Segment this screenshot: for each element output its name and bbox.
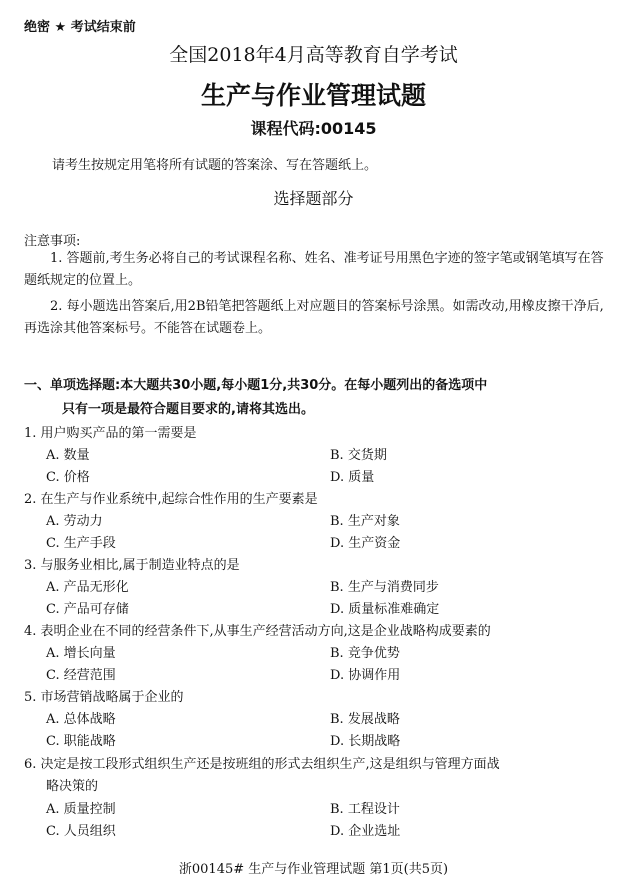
question-5-option-b: B. 发展战略 xyxy=(330,712,400,727)
question-6-stem-continued: 略决策的 xyxy=(46,779,99,794)
question-1-option-c: C. 价格 xyxy=(46,470,90,485)
question-6-stem: 6. 决定是按工段形式组织生产还是按班组的形式去组织生产,这是组织与管理方面战 xyxy=(24,757,500,772)
note-item-2: 2. 每小题选出答案后,用2B铅笔把答题纸上对应题目的答案标号涂黑。如需改动,用橡皮擦干净后,再选涂其他答案标号。不能答在试题卷上。 xyxy=(24,299,604,336)
question-1-stem: 1. 用户购买产品的第一需要是 xyxy=(24,426,197,441)
page-footer: 浙00145# 生产与作业管理试题 第1页(共5页) xyxy=(178,862,449,877)
question-4-option-d: D. 协调作用 xyxy=(330,668,401,683)
question-4-option-b: B. 竞争优势 xyxy=(330,646,400,661)
question-6-option-d: D. 企业选址 xyxy=(330,824,401,839)
question-2-stem: 2. 在生产与作业系统中,起综合性作用的生产要素是 xyxy=(24,492,318,507)
part-heading-line2: 只有一项是最符合题目要求的,请将其选出。 xyxy=(62,402,314,417)
question-2-option-b: B. 生产对象 xyxy=(330,514,400,529)
question-1-option-a: A. 数量 xyxy=(46,448,90,463)
question-6-option-a: A. 质量控制 xyxy=(46,802,116,817)
question-6-option-b: B. 工程设计 xyxy=(330,802,400,817)
subject-title: 生产与作业管理试题 xyxy=(200,81,426,110)
question-5-stem: 5. 市场营销战略属于企业的 xyxy=(24,690,184,705)
question-6-option-c: C. 人员组织 xyxy=(46,824,116,839)
question-2-option-d: D. 生产资金 xyxy=(330,536,401,551)
question-5-option-a: A. 总体战略 xyxy=(46,712,116,727)
question-4-stem: 4. 表明企业在不同的经营条件下,从事生产经营活动方向,这是企业战略构成要素的 xyxy=(24,624,491,639)
exam-title: 全国2018年4月高等教育自学考试 xyxy=(169,44,458,66)
part-heading-line1: 一、单项选择题:本大题共30小题,每小题1分,共30分。在每小题列出的备选项中 xyxy=(24,378,488,393)
secret-label: 绝密 ★ 考试结束前 xyxy=(24,20,136,35)
question-4-option-c: C. 经营范围 xyxy=(46,668,116,683)
question-2-option-a: A. 劳动力 xyxy=(46,514,103,529)
question-3-stem: 3. 与服务业相比,属于制造业特点的是 xyxy=(24,558,240,573)
question-5-option-d: D. 长期战略 xyxy=(330,734,401,749)
question-1-option-b: B. 交货期 xyxy=(330,448,387,463)
notes-heading: 注意事项: xyxy=(24,234,81,249)
answer-instruction: 请考生按规定用笔将所有试题的答案涂、写在答题纸上。 xyxy=(52,158,378,173)
question-3-option-c: C. 产品可存储 xyxy=(46,602,129,617)
question-2-option-c: C. 生产手段 xyxy=(46,536,116,551)
section-title: 选择题部分 xyxy=(273,189,354,208)
question-1-option-d: D. 质量 xyxy=(330,470,375,485)
question-4-option-a: A. 增长向量 xyxy=(46,646,116,661)
course-code: 课程代码:00145 xyxy=(250,119,377,138)
question-3-option-b: B. 生产与消费同步 xyxy=(330,580,439,595)
question-3-option-d: D. 质量标准难确定 xyxy=(330,602,440,617)
question-3-option-a: A. 产品无形化 xyxy=(46,580,129,595)
question-5-option-c: C. 职能战略 xyxy=(46,734,116,749)
note-item-1: 1. 答题前,考生务必将自己的考试课程名称、姓名、准考证号用黑色字迹的签字笔或钢笔填写在答题纸规定的位置上。 xyxy=(24,251,604,288)
